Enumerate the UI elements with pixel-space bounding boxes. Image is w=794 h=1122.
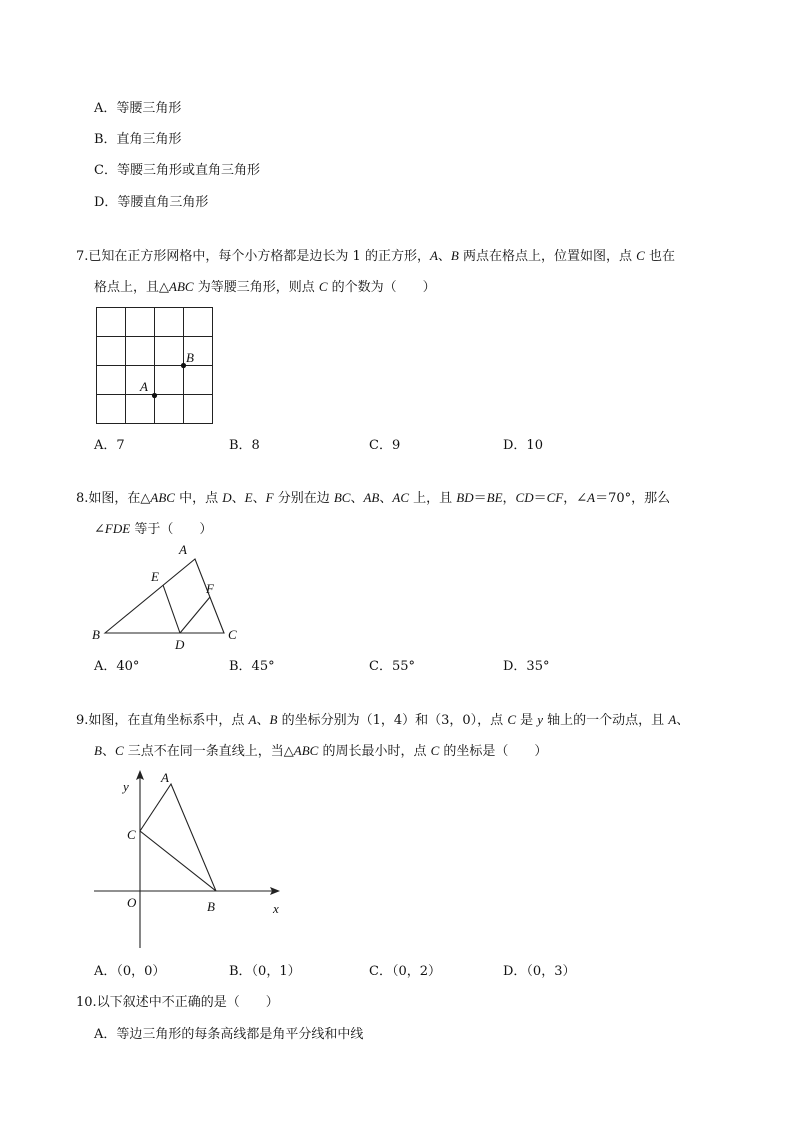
label-d: D — [175, 637, 185, 652]
q7-option-d: D．10 — [503, 438, 543, 453]
q9-option-d: D．（0，3） — [503, 964, 576, 979]
q9-coordinate-figure — [92, 768, 292, 953]
q7-option-a: A．7 — [94, 438, 125, 453]
q8-option-b: B．45° — [229, 659, 275, 674]
q7-option-b: B．8 — [229, 438, 260, 453]
label-x: x — [273, 901, 279, 916]
point-a — [152, 393, 157, 398]
q7-option-c: C．9 — [369, 438, 401, 453]
label-b: B — [207, 899, 215, 914]
q6-option-d: D．等腰直角三角形 — [94, 195, 209, 210]
q9-option-b: B．（0，1） — [229, 964, 301, 979]
label-c: C — [127, 827, 136, 842]
label-e: E — [151, 569, 159, 584]
label-b: B — [186, 350, 194, 365]
q8-stem-line2: ∠FDE 等于（ ） — [94, 521, 213, 537]
label-b: B — [92, 627, 100, 642]
q8-option-c: C．55° — [369, 659, 415, 674]
q7-stem-line2: 格点上，且△ABC 为等腰三角形，则点 C 的个数为（ ） — [94, 279, 436, 295]
q9-stem-line1: 9.如图，在直角坐标系中，点 A、B 的坐标分别为（1，4）和（3，0），点 C 是 y 轴上的一个动点，且 A、 — [76, 712, 690, 728]
label-o: O — [127, 895, 137, 910]
q8-stem-line1: 8.如图，在△ABC 中，点 D、E、F 分别在边 BC、AB、AC 上，且 BD＝BE，CD＝CF，∠A＝70°，那么 — [76, 490, 671, 506]
q9-stem-line2: B、C 三点不在同一条直线上，当△ABC 的周长最小时，点 C 的坐标是（ ） — [94, 743, 548, 759]
q8-option-d: D．35° — [503, 659, 550, 674]
q10-stem: 10.以下叙述中不正确的是（ ） — [76, 995, 279, 1010]
q9-option-a: A．（0，0） — [94, 964, 166, 979]
label-a: A — [140, 379, 148, 394]
q8-option-a: A．40° — [94, 659, 140, 674]
label-y: y — [123, 779, 129, 794]
label-a: A — [161, 770, 169, 785]
q10-option-a: A．等边三角形的每条高线都是角平分线和中线 — [94, 1027, 364, 1042]
q6-option-b: B．直角三角形 — [94, 132, 182, 147]
q7-stem-line1: 7.已知在正方形网格中，每个小方格都是边长为 1 的正方形，A、B 两点在格点上，位置如图，点 C 也在 — [76, 248, 675, 264]
label-c: C — [228, 627, 237, 642]
q6-option-a: A．等腰三角形 — [94, 101, 182, 116]
label-a: A — [179, 542, 187, 557]
label-f: F — [206, 581, 214, 596]
q6-option-c: C．等腰三角形或直角三角形 — [94, 163, 260, 178]
q9-option-c: C．（0，2） — [369, 964, 441, 979]
q8-triangle-figure — [90, 540, 250, 655]
q7-grid-figure — [96, 307, 216, 427]
